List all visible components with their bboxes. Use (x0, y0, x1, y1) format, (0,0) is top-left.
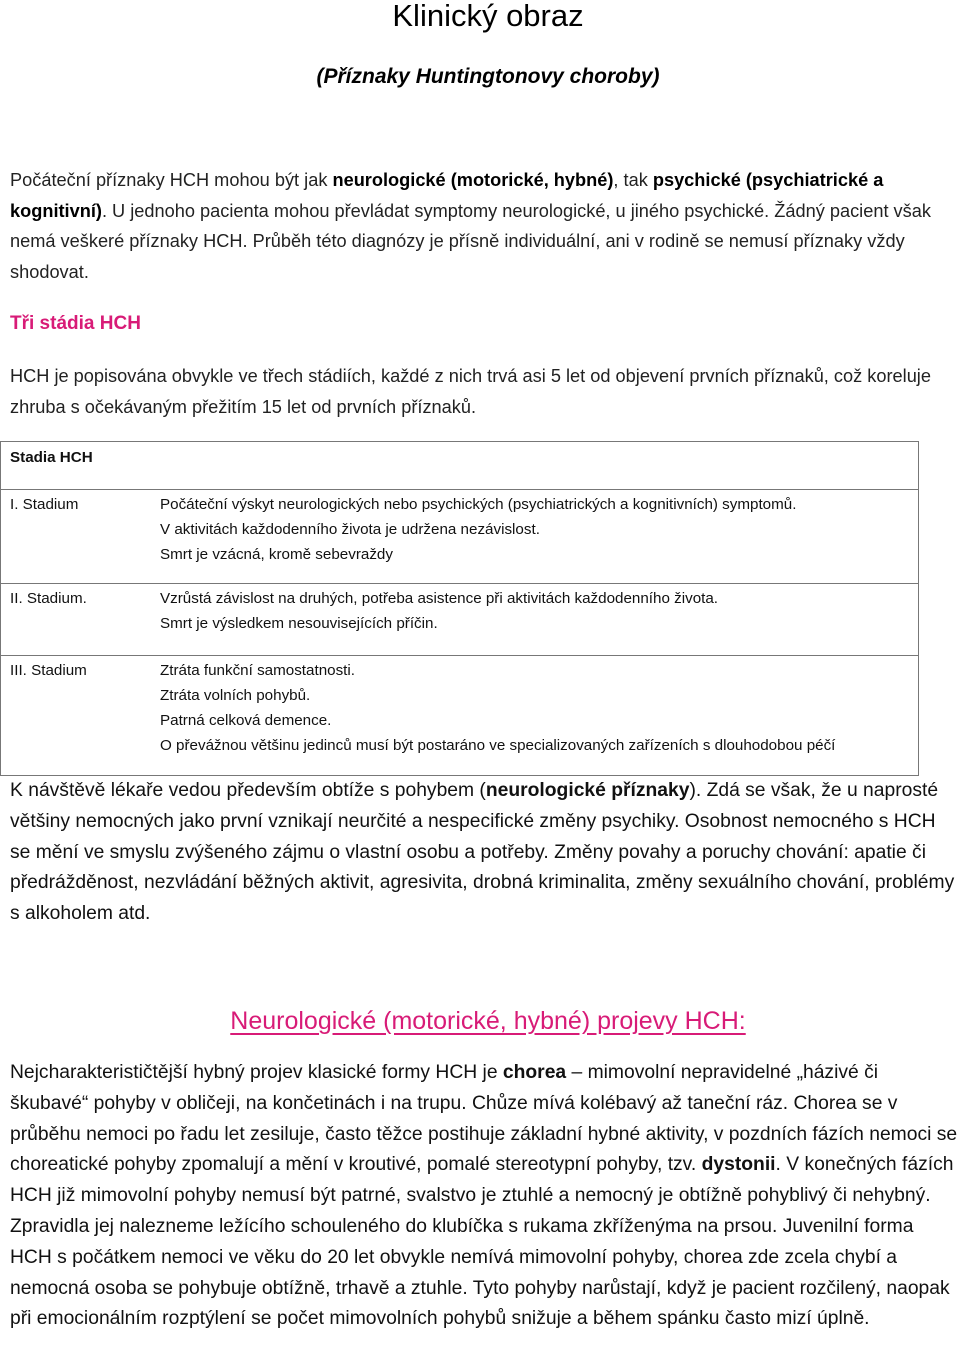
chorea-paragraph (10, 1058, 958, 1335)
stage-description-line: Smrt je vzácná, kromě sebevraždy (160, 546, 393, 563)
stage-description-line: Ztráta volních pohybů. (160, 687, 311, 704)
doctor-visit-paragraph (10, 776, 958, 930)
chorea-text-2: chorea (502, 1062, 567, 1083)
stage-description (160, 584, 919, 656)
visit-text-3: ). Zdá se však, že u naprosté většiny nemocných jako první vznikají neurčité a nespecifické změny psychiky. Osobnost nemocného s HCH se mění ve smyslu zvýšeného zájmu o vlastní osobu a potřeby. Změny povahy a poruchy chování: apatie či předrážděnost, nezvládání běžných aktivit, agresivita, drobná kriminalita, změny sexuálního chování, problémy s alkoholem atd. (10, 780, 955, 925)
stage-description (160, 490, 919, 584)
page-subtitle: (Příznaky Huntingtonovy choroby) (316, 65, 660, 88)
stage-description (160, 656, 919, 776)
stage-name: II. Stadium. (1, 584, 161, 656)
intro-text-2: neurologické (motorické, hybné) (332, 170, 614, 190)
chorea-text-4: dystonii (701, 1154, 776, 1176)
stage-name: III. Stadium (1, 656, 161, 776)
table-row (1, 656, 919, 776)
stages-table-caption: Stadia HCH (1, 442, 919, 490)
stage-name: I. Stadium (1, 490, 161, 584)
stages-table (0, 441, 919, 776)
stage-description-line: Smrt je výsledkem nesouvisejících příčin. (160, 615, 438, 632)
intro-paragraph (10, 165, 950, 287)
stage-description-line: Ztráta funkční samostatnosti. (160, 662, 355, 679)
table-row (1, 584, 919, 656)
intro-text-4: psychické (psychiatrické a kognitivní) (10, 170, 884, 221)
chorea-text-1: Nejcharakterističtější hybný projev klasické formy HCH je (10, 1062, 503, 1083)
visit-text-2: neurologické příznaky (485, 780, 690, 801)
intro-text-5: . U jednoho pacienta mohou převládat symptomy neurologické, u jiného psychické. Žádný pacient však nemá veškeré příznaky HCH. Průběh této diagnózy je přísně individuální, ani v rodině se nemusí příznaky vždy shodovat. (10, 200, 931, 282)
stages-paragraph: HCH je popisována obvykle ve třech stádiích, každé z nich trvá asi 5 let od objevení prvních příznaků, což koreluje zhruba s očekávaným přežitím 15 let od prvních příznaků. (10, 366, 931, 417)
chorea-text-5: . V konečných fázích HCH již mimovolní pohyby nemusí být patrné, svalstvo je ztuhlé a nemocný je obtížně pohyblivý či nehybný. Zpravidla jej nalezneme ležícího schouleného do klubíčka s rukama zkříženýma na prsou. Juvenilní forma HCH s počátkem nemoci ve věku do 20 let obvykle nemívá mimovolní pohyby, chorea zde zcela chybí a nemocná osoba se pohybuje obtížně, trhavě a ztuhle. Tyto pohyby narůstají, když je pacient rozčilený, naopak při emocionálním rozptýlení se počet mimovolních pohybů snižuje a během spánku často mizí úplně. (10, 1154, 954, 1330)
table-row (1, 490, 919, 584)
stages-heading: Tři stádia HCH (10, 313, 141, 334)
stage-description-line: Vzrůstá závislost na druhých, potřeba asistence při aktivitách každodenního života. (160, 590, 719, 607)
stage-description-line: O převážnou většinu jedinců musí být postaráno ve specializovaných zařízeních s dlouhodobou péčí (160, 737, 836, 754)
stages-table-caption-row (1, 442, 919, 490)
stage-description-line: Patrná celková demence. (160, 712, 332, 729)
page-title: Klinický obraz (392, 0, 584, 33)
intro-text-3: , tak (613, 170, 653, 190)
stage-description-line: V aktivitách každodenního života je udržena nezávislost. (160, 521, 540, 538)
intro-text-1: Počáteční příznaky HCH mohou být jak (10, 170, 333, 190)
visit-text-1: K návštěvě lékaře vedou především obtíže s pohybem ( (10, 780, 486, 801)
stage-description-line: Počáteční výskyt neurologických nebo psychických (psychiatrických a kognitivních) symptomů. (160, 496, 797, 513)
chorea-text-3: – mimovolní nepravidelné „házivé či škubavé“ pohyby v obličeji, na končetinách i na trupu. Chůze mívá kolébavý až taneční ráz. Chorea se v průběhu nemoci po řadu let zesiluje, často těžce postihuje základní hybné aktivity, v pozdních fázích nemoci se choreatické pohyby zpomalují a mění v kroutivé, pomalé stereotypní pohyby, tzv. (10, 1062, 958, 1176)
neurological-heading: Neurologické (motorické, hybné) projevy HCH: (230, 1007, 746, 1035)
